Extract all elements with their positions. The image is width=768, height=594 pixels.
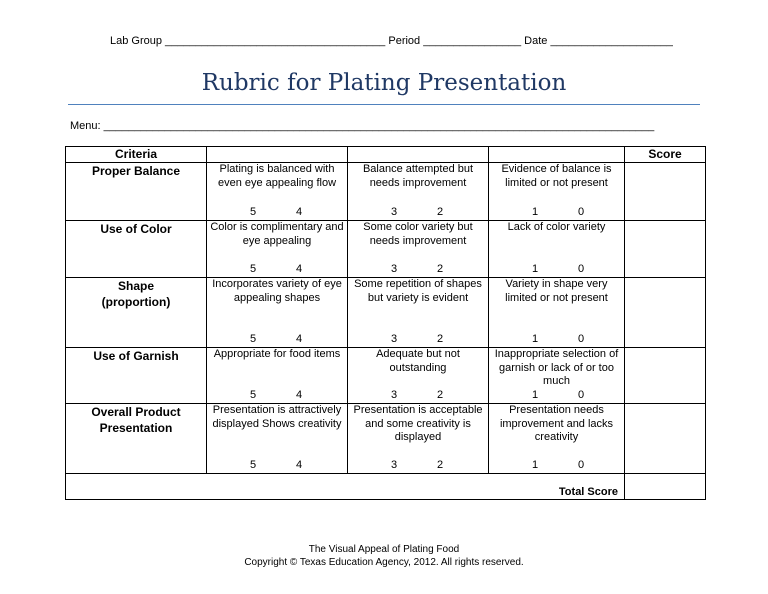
point-value: 2 — [436, 459, 444, 471]
descriptor-text: Incorporates variety of eye appealing shapes — [212, 278, 342, 304]
menu-line — [70, 120, 654, 132]
point-value: 4 — [295, 389, 303, 401]
points-low — [489, 459, 624, 472]
points-high — [207, 333, 347, 346]
level-high-header — [207, 147, 348, 163]
point-value: 3 — [390, 206, 398, 218]
point-value: 0 — [577, 263, 585, 275]
criteria-label: Overall Product — [91, 405, 181, 419]
descriptor-text: Adequate but not outstanding — [376, 348, 460, 374]
point-value: 3 — [390, 389, 398, 401]
descriptor-low — [489, 278, 625, 348]
score-header: Score — [625, 147, 706, 163]
point-value: 0 — [577, 389, 585, 401]
point-value: 5 — [249, 389, 257, 401]
criteria-header: Criteria — [66, 147, 207, 163]
table-row — [66, 278, 706, 348]
descriptor-text: Some repetition of shapes but variety is evident — [354, 278, 482, 304]
period-label: Period — [388, 35, 421, 47]
total-score-label: Total Score — [66, 474, 625, 500]
descriptor-mid — [348, 163, 489, 221]
point-value: 2 — [436, 389, 444, 401]
descriptor-text: Variety in shape very limited or not present — [505, 278, 608, 304]
descriptor-mid — [348, 404, 489, 474]
points-mid — [348, 206, 488, 219]
points-high — [207, 206, 347, 219]
criteria-label: Use of Garnish — [93, 349, 179, 363]
table-row — [66, 221, 706, 278]
period-field[interactable]: ________________ — [423, 35, 522, 47]
descriptor-text: Presentation is acceptable and some creativity is displayed — [353, 404, 483, 443]
point-value: 0 — [577, 206, 585, 218]
descriptor-mid — [348, 348, 489, 404]
criteria-label: Use of Color — [100, 222, 172, 236]
score-cell[interactable] — [625, 221, 706, 278]
points-low — [489, 389, 624, 402]
footer-copyright: Copyright © Texas Education Agency, 2012. All rights reserved. — [244, 557, 524, 568]
date-field[interactable]: ____________________ — [550, 35, 673, 47]
level-low-header — [489, 147, 625, 163]
descriptor-low — [489, 348, 625, 404]
point-value: 1 — [531, 333, 539, 345]
lab-group-field[interactable]: ____________________________________ — [165, 35, 386, 47]
descriptor-text: Balance attempted but needs improvement — [362, 163, 474, 189]
footer — [0, 543, 768, 569]
criteria-sublabel: (proportion) — [101, 295, 171, 309]
point-value: 2 — [436, 333, 444, 345]
descriptor-high — [207, 348, 348, 404]
points-mid — [348, 389, 488, 402]
point-value: 3 — [390, 333, 398, 345]
points-high — [207, 263, 347, 276]
points-low — [489, 333, 624, 346]
point-value: 4 — [295, 459, 303, 471]
descriptor-high — [207, 278, 348, 348]
descriptor-text: Inappropriate selection of garnish or lack of or too much — [494, 348, 619, 387]
descriptor-mid — [348, 221, 489, 278]
criteria-label: Shape — [117, 279, 154, 293]
table-row — [66, 404, 706, 474]
point-value: 1 — [531, 206, 539, 218]
point-value: 0 — [577, 333, 585, 345]
score-cell[interactable] — [625, 348, 706, 404]
lab-group-label: Lab Group — [110, 35, 162, 47]
criteria-cell — [66, 348, 207, 404]
descriptor-text: Appropriate for food items — [213, 348, 341, 360]
descriptor-text: Color is complimentary and eye appealing — [210, 221, 344, 247]
point-value: 3 — [390, 263, 398, 275]
criteria-cell — [66, 221, 207, 278]
total-score-cell[interactable] — [625, 474, 706, 500]
points-high — [207, 389, 347, 402]
date-label: Date — [524, 35, 548, 47]
score-cell[interactable] — [625, 278, 706, 348]
points-low — [489, 263, 624, 276]
point-value: 1 — [531, 389, 539, 401]
footer-title: The Visual Appeal of Plating Food — [308, 544, 460, 555]
point-value: 0 — [577, 459, 585, 471]
menu-field[interactable]: __________________________________________________________________________________________ — [103, 120, 655, 132]
point-value: 2 — [436, 206, 444, 218]
level-mid-header — [348, 147, 489, 163]
descriptor-low — [489, 404, 625, 474]
header-fields — [110, 35, 673, 47]
point-value: 5 — [249, 459, 257, 471]
criteria-sublabel: Presentation — [99, 421, 173, 435]
criteria-label: Proper Balance — [91, 164, 181, 178]
points-mid — [348, 333, 488, 346]
descriptor-text: Plating is balanced with even eye appealing flow — [217, 163, 337, 189]
point-value: 4 — [295, 263, 303, 275]
score-cell[interactable] — [625, 163, 706, 221]
point-value: 4 — [295, 206, 303, 218]
descriptor-high — [207, 404, 348, 474]
points-mid — [348, 263, 488, 276]
descriptor-text: Presentation is attractively displayed Shows creativity — [212, 404, 342, 430]
point-value: 5 — [249, 263, 257, 275]
criteria-cell — [66, 163, 207, 221]
rubric-table — [65, 146, 706, 500]
points-high — [207, 459, 347, 472]
criteria-cell — [66, 278, 207, 348]
points-low — [489, 206, 624, 219]
page-title: Rubric for Plating Presentation — [201, 70, 567, 96]
score-cell[interactable] — [625, 404, 706, 474]
point-value: 3 — [390, 459, 398, 471]
table-row — [66, 163, 706, 221]
table-row — [66, 348, 706, 404]
descriptor-mid — [348, 278, 489, 348]
point-value: 1 — [531, 263, 539, 275]
criteria-cell — [66, 404, 207, 474]
point-value: 4 — [295, 333, 303, 345]
descriptor-high — [207, 221, 348, 278]
descriptor-low — [489, 221, 625, 278]
descriptor-text: Evidence of balance is limited or not present — [501, 163, 612, 189]
point-value: 1 — [531, 459, 539, 471]
descriptor-text: Some color variety but needs improvement — [363, 221, 473, 247]
point-value: 2 — [436, 263, 444, 275]
total-row — [66, 474, 706, 500]
table-header-row — [66, 147, 706, 163]
descriptor-high — [207, 163, 348, 221]
descriptor-text: Presentation needs improvement and lacks creativity — [499, 404, 614, 443]
descriptor-low — [489, 163, 625, 221]
title-divider — [68, 104, 700, 105]
points-mid — [348, 459, 488, 472]
point-value: 5 — [249, 333, 257, 345]
point-value: 5 — [249, 206, 257, 218]
descriptor-text: Lack of color variety — [507, 221, 606, 233]
menu-label: Menu: — [70, 120, 101, 132]
